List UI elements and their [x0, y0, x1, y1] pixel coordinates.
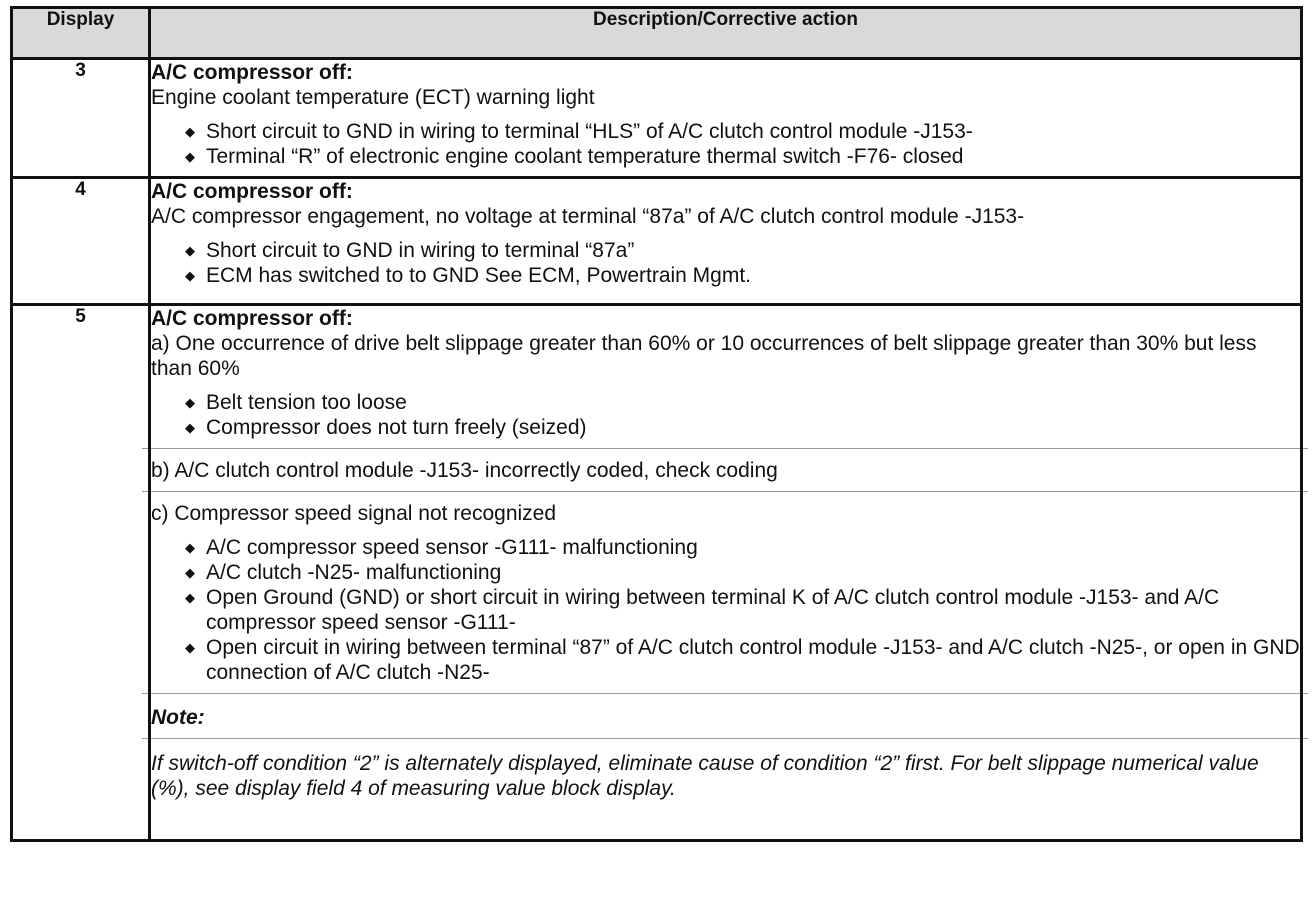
bullet-list: [151, 390, 1300, 440]
table-header-row: [12, 8, 1302, 59]
divider: [142, 693, 1308, 694]
description-cell: [150, 305, 1302, 841]
row-description: Engine coolant temperature (ECT) warning light: [151, 86, 595, 109]
list-item: ◆ Short circuit to GND in wiring to terminal “87a”: [179, 238, 1300, 263]
row-title: A/C compressor off:: [151, 61, 353, 84]
table-row: [12, 59, 1302, 178]
table-row: [12, 305, 1302, 841]
list-item: ◆ Belt tension too loose: [179, 390, 1300, 415]
condition-c: c) Compressor speed signal not recognized: [151, 502, 557, 525]
divider: [142, 738, 1308, 739]
list-item: ◆ Open circuit in wiring between terminal “87” of A/C clutch control module -J153- and A/C clutch -N25-, or open in GND connection of A/C clutch -N25-: [179, 635, 1300, 685]
display-value: 5: [12, 305, 150, 841]
diagnostic-table: [10, 6, 1303, 842]
display-value: 4: [12, 178, 150, 305]
list-item: ◆ A/C compressor speed sensor -G111- malfunctioning: [179, 535, 1300, 560]
divider: [142, 448, 1308, 449]
note-text: If switch-off condition “2” is alternately displayed, eliminate cause of condition “2” first. For belt slippage numerical value (%), see display field 4 of measuring value block display.: [151, 752, 1259, 800]
list-item: ◆ Terminal “R” of electronic engine coolant temperature thermal switch -F76- closed: [179, 144, 1300, 169]
row-description: A/C compressor engagement, no voltage at terminal “87a” of A/C clutch control module -J153-: [151, 205, 1025, 228]
header-display: Display: [12, 8, 150, 59]
condition-a: a) One occurrence of drive belt slippage greater than 60% or 10 occurrences of belt slippage greater than 30% but less than 60%: [151, 332, 1257, 380]
row-title: A/C compressor off:: [151, 307, 353, 330]
bullet-list: [151, 238, 1300, 288]
header-description: Description/Corrective action: [150, 8, 1302, 59]
divider: [142, 491, 1308, 492]
list-item: ◆ Short circuit to GND in wiring to terminal “HLS” of A/C clutch control module -J153-: [179, 119, 1300, 144]
list-item: ◆ Open Ground (GND) or short circuit in wiring between terminal K of A/C clutch control module -J153- and A/C compressor speed sensor -G111-: [179, 585, 1300, 635]
list-item: ◆ ECM has switched to to GND See ECM, Powertrain Mgmt.: [179, 263, 1300, 288]
list-item: ◆ Compressor does not turn freely (seized): [179, 415, 1300, 440]
display-value: 3: [12, 59, 150, 178]
description-cell: [150, 59, 1302, 178]
condition-b: b) A/C clutch control module -J153- incorrectly coded, check coding: [151, 459, 778, 482]
row-title: A/C compressor off:: [151, 180, 353, 203]
note-label: Note:: [151, 706, 205, 729]
table-row: [12, 178, 1302, 305]
list-item: ◆ A/C clutch -N25- malfunctioning: [179, 560, 1300, 585]
bullet-list: [151, 119, 1300, 169]
bullet-list: [151, 535, 1300, 685]
description-cell: [150, 178, 1302, 305]
